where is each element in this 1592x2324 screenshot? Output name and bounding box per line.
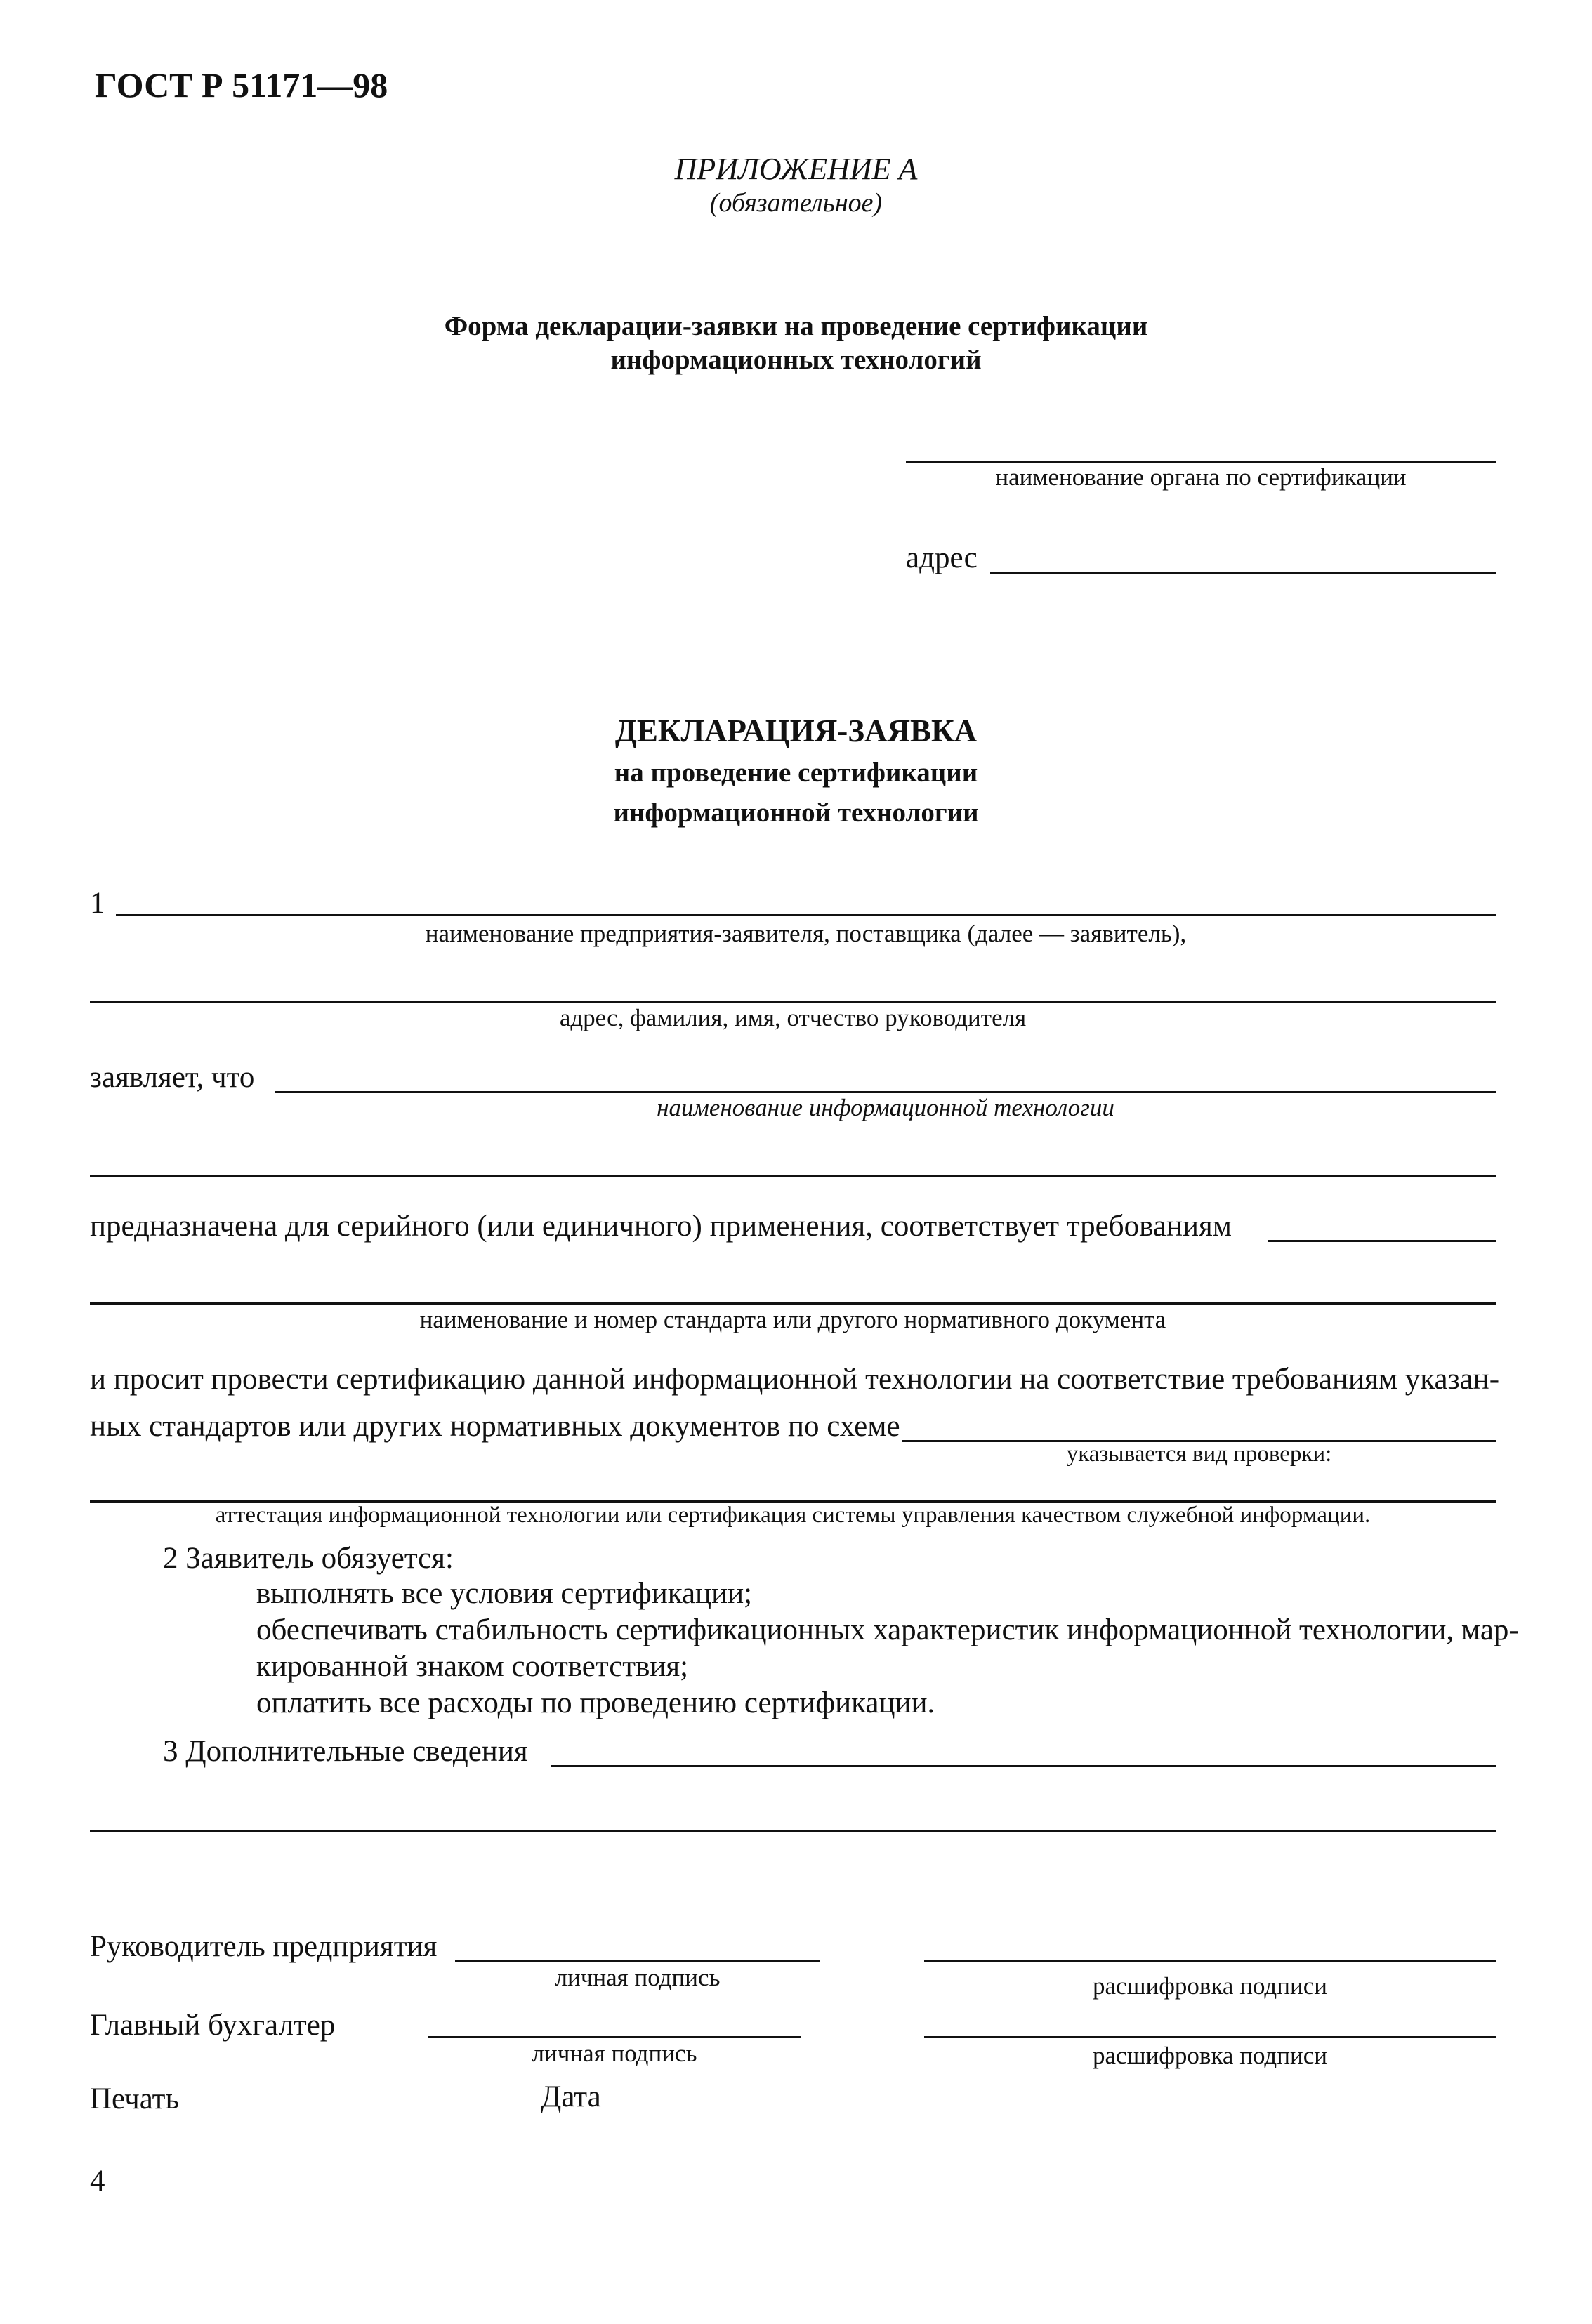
section1-number: 1 (90, 887, 105, 920)
director-decoding-line[interactable] (924, 1960, 1496, 1962)
additional-info-line-2[interactable] (90, 1830, 1496, 1832)
request-line1: и просит провести сертификацию данной информационной технологии на соответствие требованиям указан- (90, 1363, 1500, 1396)
form-title-line1: Форма декларации-заявки на проведение сертификации (444, 311, 1148, 341)
applicant-caption: наименование предприятия-заявителя, поставщика (далее — заявитель), (425, 920, 1187, 947)
applicant-line[interactable] (116, 914, 1496, 916)
obligation-item: выполнять все условия сертификации; (256, 1577, 753, 1610)
section2-heading: 2 Заявитель обязуется: (163, 1542, 454, 1575)
certification-body-line[interactable] (906, 461, 1496, 463)
accountant-signature-line[interactable] (428, 2036, 801, 2038)
address-line[interactable] (990, 572, 1496, 574)
it-name-line[interactable] (275, 1091, 1496, 1093)
date-label: Дата (541, 2080, 601, 2113)
page-number: 4 (90, 2165, 105, 2198)
appendix-title: ПРИЛОЖЕНИЕ А (674, 152, 918, 186)
standard-code: ГОСТ Р 51171—98 (95, 65, 388, 105)
check-caption: указывается вид проверки: (1066, 1441, 1332, 1467)
certification-body-caption: наименование органа по сертификации (995, 463, 1407, 491)
section3-label: 3 Дополнительные сведения (163, 1735, 528, 1768)
purpose-text: предназначена для серийного (или единичного) применения, соответствует требованиям (90, 1210, 1232, 1243)
form-title-line2: информационных технологий (610, 345, 982, 375)
obligation-item: обеспечивать стабильность сертификационных характеристик информационной технологии, мар- (256, 1613, 1519, 1646)
declares-label: заявляет, что (90, 1061, 255, 1094)
standard-line[interactable] (90, 1302, 1496, 1305)
director-signature-line[interactable] (455, 1960, 820, 1962)
accountant-decoding-line[interactable] (924, 2036, 1496, 2038)
director-label: Руководитель предприятия (90, 1930, 438, 1963)
requirements-line[interactable] (1268, 1240, 1496, 1242)
head-line[interactable] (90, 1001, 1496, 1003)
check-options-caption: аттестация информационной технологии или сертификация системы управления качеством служебной информации. (215, 1503, 1371, 1528)
declaration-title: ДЕКЛАРАЦИЯ-ЗАЯВКА (614, 713, 978, 748)
accountant-signature-caption: личная подпись (532, 2040, 697, 2067)
director-decoding-caption: расшифровка подписи (1093, 1972, 1327, 2000)
obligation-item: кированной знаком соответствия; (256, 1650, 689, 1683)
it-name-line-2[interactable] (90, 1175, 1496, 1177)
declaration-subtitle2: информационной технологии (613, 798, 979, 828)
director-signature-caption: личная подпись (555, 1964, 721, 1991)
declaration-subtitle1: на проведение сертификации (614, 758, 978, 788)
head-caption: адрес, фамилия, имя, отчество руководителя (559, 1004, 1027, 1031)
additional-info-line[interactable] (551, 1765, 1496, 1767)
appendix-status: (обязательное) (709, 188, 883, 218)
standard-caption: наименование и номер стандарта или другого нормативного документа (419, 1306, 1166, 1333)
request-line2: ных стандартов или других нормативных документов по схеме (90, 1410, 900, 1443)
accountant-label: Главный бухгалтер (90, 2009, 336, 2042)
accountant-decoding-caption: расшифровка подписи (1093, 2042, 1327, 2069)
it-name-caption: наименование информационной технологии (657, 1094, 1114, 1121)
address-label: адрес (906, 541, 978, 574)
obligation-item: оплатить все расходы по проведению сертификации. (256, 1686, 935, 1719)
stamp-label: Печать (90, 2082, 180, 2115)
